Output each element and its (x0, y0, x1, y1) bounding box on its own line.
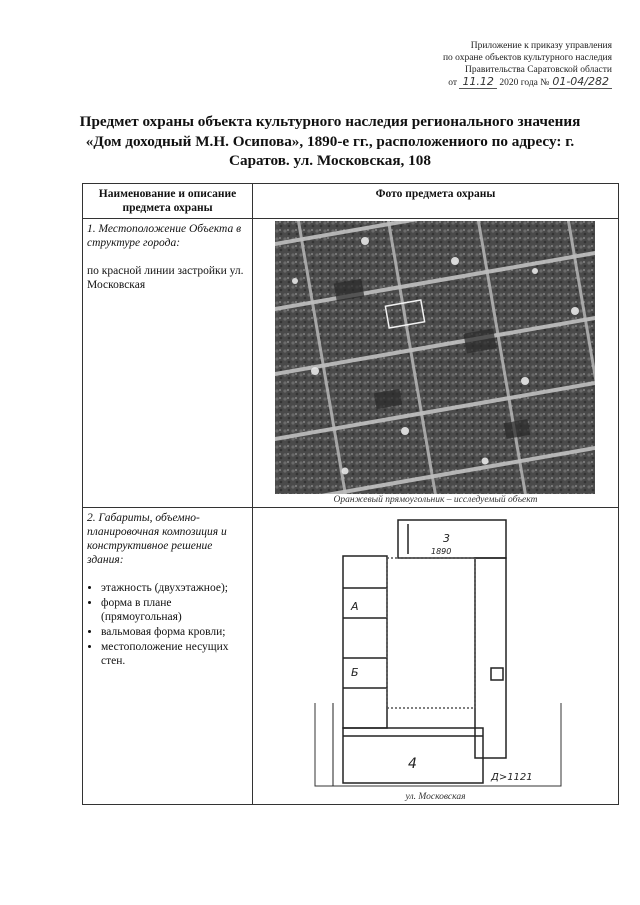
header-photo: Фото предмета охраны (253, 184, 619, 219)
annex-line-3: Правительства Саратовской области (465, 65, 612, 75)
handwritten-number: 01-04/282 (549, 75, 612, 89)
plan-label-b: Б (351, 666, 359, 679)
plan-label-a: А (351, 600, 359, 613)
row2-bullet-list (87, 581, 248, 668)
list-item: • местоположение несущих стен. (101, 640, 248, 668)
protection-table (82, 183, 619, 805)
row1-text: по красной линии застройки ул. Московская (87, 265, 244, 291)
annex-note (372, 40, 612, 89)
annex-line-2: по охране объектов культурного наследия (442, 53, 612, 63)
row2-plan-cell (253, 508, 619, 805)
list-item: • вальмовая форма кровли; (101, 625, 248, 639)
row2-description-cell (83, 508, 253, 805)
header-description: Наименование и описание предмета охраны (83, 184, 253, 219)
row2-item-title: 2. Габариты, объемно-планировочная композиция и конструктивное решение здания: (87, 512, 227, 566)
row1-caption: Оранжевый прямоугольник – исследуемый объект (333, 495, 538, 505)
date-prefix: от (448, 78, 458, 88)
plan-label-year: 1890 (431, 547, 452, 556)
row1-description-cell (83, 219, 253, 508)
annex-line-1: Приложение к приказу управления (470, 41, 612, 51)
list-item: • форма в плане (прямоугольная) (101, 596, 248, 624)
annex-dateline (372, 76, 612, 89)
plan-label-3: 3 (443, 532, 450, 545)
handwritten-date: 11.12 (459, 75, 497, 89)
list-item: • этажность (двухэтажное); (101, 581, 248, 595)
row1-photo-cell (253, 219, 619, 508)
row1-item-title: 1. Местоположение Объекта в структуре города: (87, 223, 242, 249)
table-row (83, 508, 619, 805)
table-row (83, 219, 619, 508)
plan-label-4: 4 (408, 756, 417, 772)
plan-label-area: Д>1121 (491, 772, 533, 783)
document-title: Предмет охраны объекта культурного наследия регионального значения «Дом доходный М.Н. Осипова», 1890-е гг., расположениого по адресу: г. Саратов. ул. Московская, 108 (79, 113, 581, 169)
floor-plan (313, 518, 563, 788)
row2-caption: ул. Московская (405, 792, 466, 802)
aerial-photo (275, 221, 595, 494)
date-mid: 2020 года № (499, 78, 550, 88)
table-header-row (83, 184, 619, 219)
